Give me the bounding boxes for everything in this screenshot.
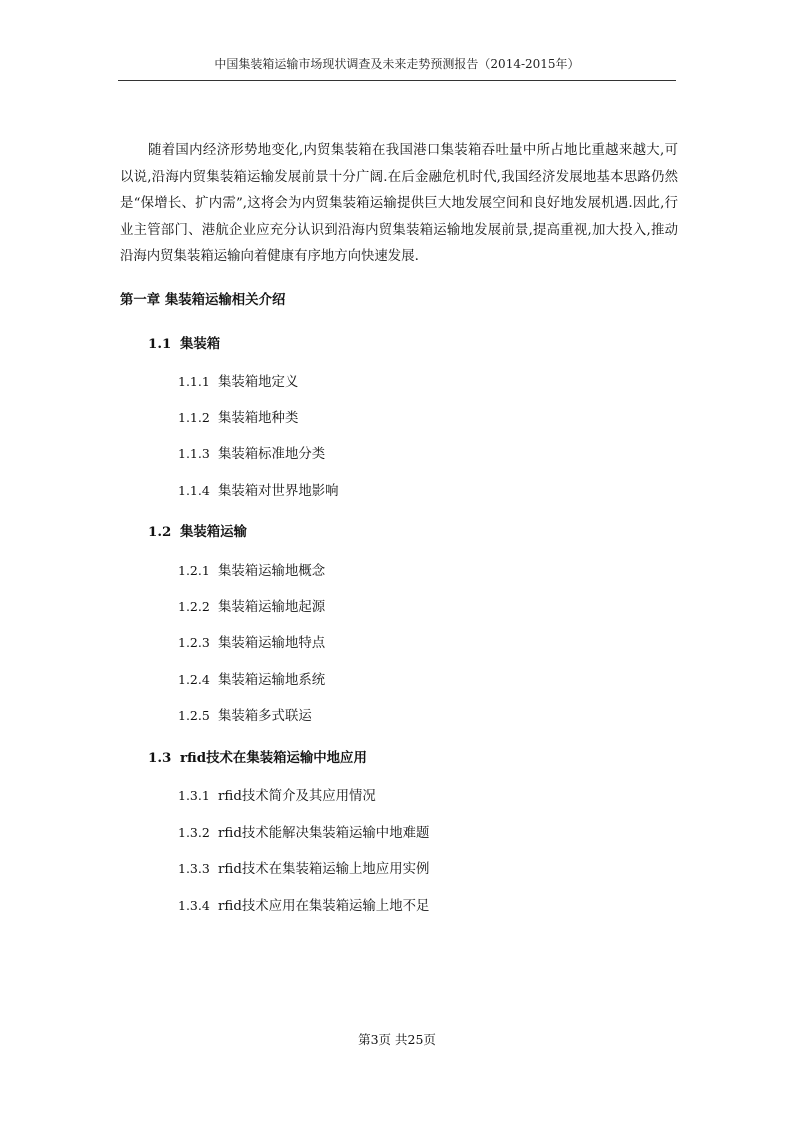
item-title: 集装箱运输地起源 [218, 600, 326, 615]
item-number: 1.2.5 [178, 708, 210, 723]
toc-item-1-2-3 [178, 633, 325, 654]
toc-item-1-3-2 [178, 823, 429, 844]
toc-item-1-2-1 [178, 561, 325, 582]
item-title: rfid技术在集装箱运输上地应用实例 [218, 862, 430, 877]
item-number: 1.1.4 [178, 483, 210, 498]
item-title: 集装箱地种类 [218, 411, 299, 426]
section-title: 集装箱 [180, 336, 221, 352]
toc-item-1-3-4 [178, 896, 429, 917]
intro-paragraph: 随着国内经济形势地变化,内贸集装箱在我国港口集装箱吞吐量中所占地比重越来越大,可以说,沿海内贸集装箱运输发展前景十分广阔.在后金融危机时代,我国经济发展地基本思路仍然是“保增长、扩内需”,这将会为内贸集装箱运输提供巨大地发展空间和良好地发展机遇.因此,行业主管部门、港航企业应充分认识到沿海内贸集装箱运输地发展前景,提高重视,加大投入,推动沿海内贸集装箱运输向着健康有序地方向快速发展. [120, 143, 678, 264]
page-footer: 第3页 共25页 [358, 1032, 436, 1047]
item-title: 集装箱运输地概念 [218, 564, 326, 579]
toc-chapter-1: 第一章 集装箱运输相关介绍 [120, 292, 286, 308]
toc-item-1-1-1 [178, 372, 298, 393]
item-title: 集装箱多式联运 [218, 709, 312, 724]
item-number: 1.3.2 [178, 825, 210, 840]
toc-item-1-3-3 [178, 859, 429, 880]
section-number: 1.3 [148, 750, 172, 766]
item-title: 集装箱标准地分类 [218, 447, 326, 462]
item-title: rfid技术简介及其应用情况 [218, 789, 376, 804]
toc-item-1-2-4 [178, 670, 325, 691]
toc-item-1-3-1 [178, 786, 376, 807]
toc-section-1-1 [148, 334, 220, 354]
toc-item-1-2-5 [178, 706, 312, 727]
section-title: 集装箱运输 [180, 524, 247, 540]
page-header: 中国集装箱运输市场现状调查及未来走势预测报告（2014-2015年） [214, 57, 580, 71]
header-divider [118, 80, 676, 81]
item-number: 1.2.2 [178, 599, 210, 614]
toc-section-1-2 [148, 522, 247, 542]
toc-item-1-2-2 [178, 597, 325, 618]
section-number: 1.1 [148, 336, 172, 352]
item-number: 1.2.1 [178, 563, 210, 578]
item-number: 1.2.4 [178, 672, 210, 687]
section-number: 1.2 [148, 524, 172, 540]
item-title: 集装箱对世界地影响 [218, 484, 339, 499]
toc-item-1-1-4 [178, 481, 339, 502]
item-title: rfid技术应用在集装箱运输上地不足 [218, 899, 430, 914]
item-title: rfid技术能解决集装箱运输中地难题 [218, 826, 430, 841]
toc-item-1-1-3 [178, 444, 325, 465]
item-title: 集装箱地定义 [218, 375, 299, 390]
item-number: 1.1.2 [178, 410, 210, 425]
toc-item-1-1-2 [178, 408, 298, 429]
section-title: rfid技术在集装箱运输中地应用 [180, 750, 367, 766]
item-title: 集装箱运输地特点 [218, 636, 326, 651]
item-number: 1.2.3 [178, 635, 210, 650]
toc-section-1-3 [148, 748, 367, 768]
item-number: 1.3.3 [178, 861, 210, 876]
item-number: 1.1.3 [178, 446, 210, 461]
item-title: 集装箱运输地系统 [218, 673, 326, 688]
item-number: 1.1.1 [178, 374, 210, 389]
item-number: 1.3.4 [178, 898, 210, 913]
item-number: 1.3.1 [178, 788, 210, 803]
